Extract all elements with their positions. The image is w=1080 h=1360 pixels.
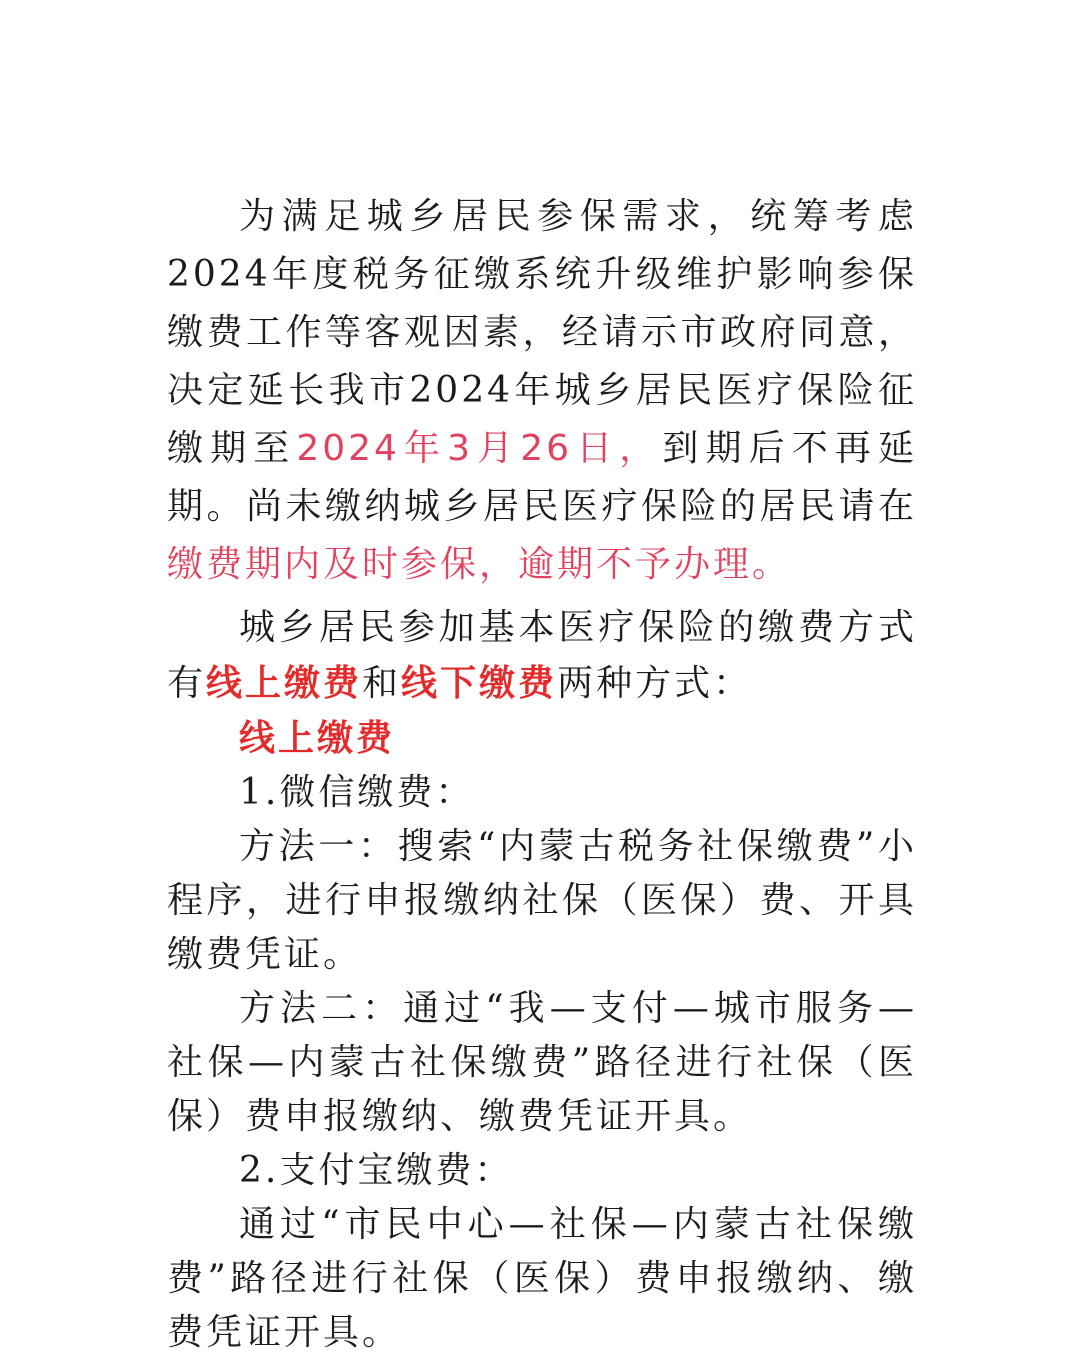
deadline-date-highlight: 2024年3月26日， [296, 428, 663, 469]
wechat-method-one: 方法一：搜索“内蒙古税务社保缴费”小程序，进行申报缴纳社保（医保）费、开具缴费凭证。 [167, 826, 917, 975]
wechat-method-two: 方法二：通过“我—支付—城市服务—社保—内蒙古社保缴费”路径进行社保（医保）费申报缴纳、缴费凭证开具。 [167, 988, 917, 1137]
pay-on-time-highlight: 缴费期内及时参保，逾期不予办理。 [167, 544, 792, 585]
two-ways-text: 两种方式： [557, 663, 753, 704]
alipay-payment-body: 通过“市民中心—社保—内蒙古社保缴费”路径进行社保（医保）费申报缴纳、缴费凭证开具。 [167, 1204, 917, 1353]
extension-notice-text: 为满足城乡居民参保需求，统筹考虑2024年度税务征缴系统升级维护影响参保缴费工作等客观因素，经请示市政府同意，决定延长我市2024年城乡居民医疗保险征缴期至 [167, 196, 917, 469]
payment-methods-paragraph [167, 600, 917, 712]
payment-methods-intro: 城乡居民参加基本医疗保险的缴费方式有 [167, 607, 917, 704]
notice-body [167, 188, 917, 1360]
alipay-payment-title: 2.支付宝缴费： [239, 1150, 514, 1191]
online-payment-heading: 线上缴费 [239, 718, 396, 759]
online-payment-highlight: 线上缴费 [206, 663, 363, 704]
no-further-extension-text: 到期后不再延期。尚未缴纳城乡居民医疗保险的居民请在 [167, 428, 917, 527]
offline-payment-highlight: 线下缴费 [401, 663, 558, 704]
extension-notice-paragraph [167, 188, 917, 594]
and-text: 和 [362, 663, 402, 704]
wechat-payment-title: 1.微信缴费： [239, 772, 475, 813]
